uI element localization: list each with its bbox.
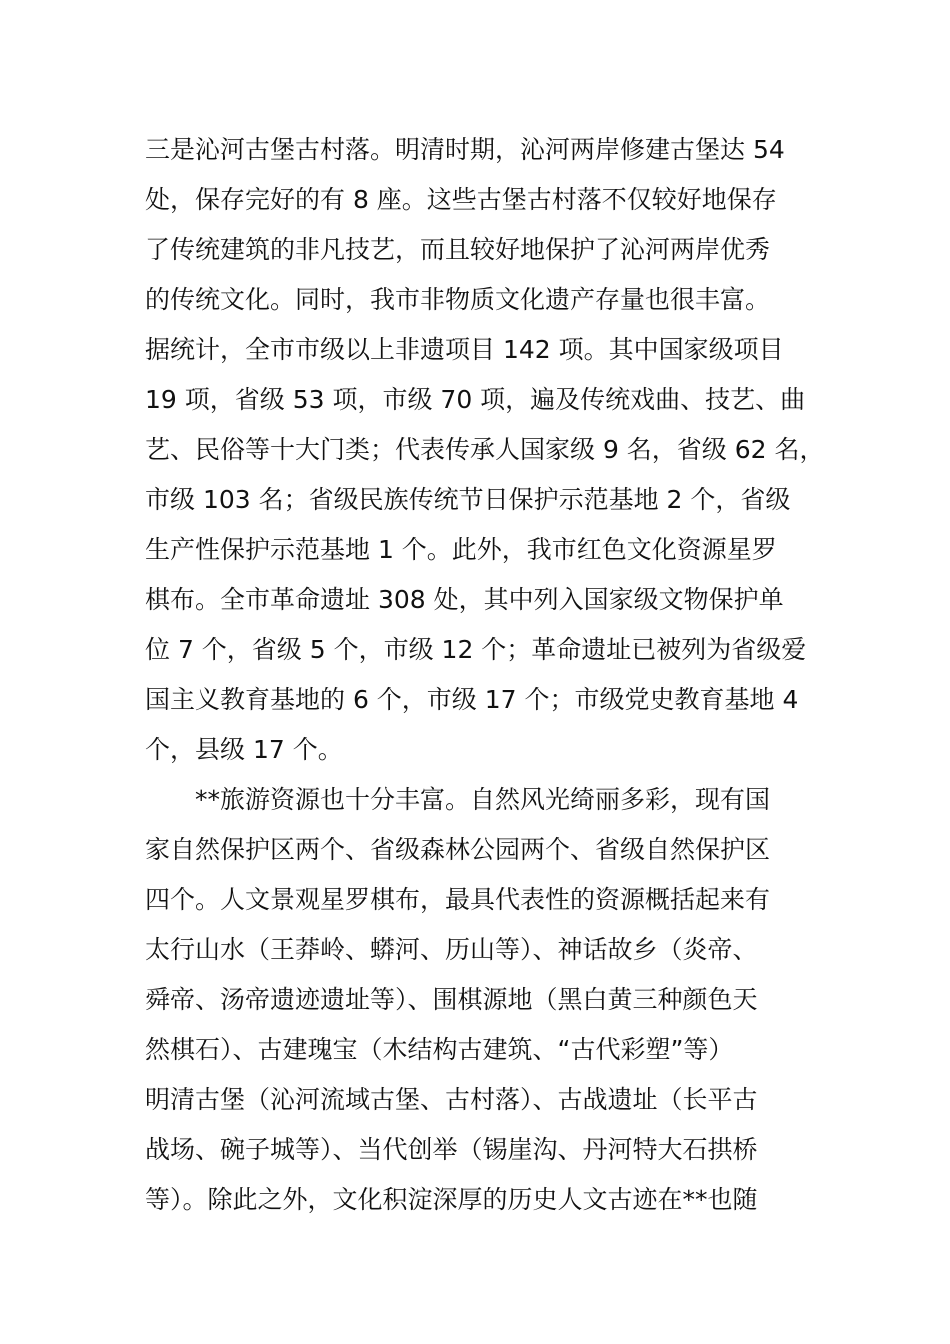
text-line: 处，保存完好的有 8 座。这些古堡古村落不仅较好地保存	[145, 185, 777, 214]
text-line: 四个。人文景观星罗棋布，最具代表性的资源概括起来有	[145, 885, 771, 914]
text-line: 了传统建筑的非凡技艺，而且较好地保护了沁河两岸优秀	[145, 235, 771, 264]
text-line: 明清古堡（沁河流域古堡、古村落）、古战遗址（长平古	[145, 1085, 758, 1114]
text-line: 太行山水（王莽岭、蟒河、历山等）、神话故乡（炎帝、	[145, 935, 758, 964]
text-line: 三是沁河古堡古村落。明清时期，沁河两岸修建古堡达 54	[145, 135, 785, 164]
text-line: 家自然保护区两个、省级森林公园两个、省级自然保护区	[145, 835, 771, 864]
text-line: 国主义教育基地的 6 个，市级 17 个；市级党史教育基地 4	[145, 685, 799, 714]
text-line: 战场、碗子城等）、当代创举（锡崖沟、丹河特大石拱桥	[145, 1135, 758, 1164]
text-line: 艺、民俗等十大门类；代表传承人国家级 9 名，省级 62 名，	[145, 435, 825, 464]
text-line: 据统计，全市市级以上非遗项目 142 项。其中国家级项目	[145, 335, 784, 364]
text-line: 生产性保护示范基地 1 个。此外，我市红色文化资源星罗	[145, 535, 777, 564]
text-line: 等）。除此之外，文化积淀深厚的历史人文古迹在**也随	[145, 1185, 758, 1214]
text-line: 位 7 个，省级 5 个，市级 12 个；革命遗址已被列为省级爱	[145, 635, 807, 664]
text-line: **旅游资源也十分丰富。自然风光绮丽多彩，现有国	[195, 785, 771, 814]
text-line: 个，县级 17 个。	[145, 735, 343, 764]
text-line: 的传统文化。同时，我市非物质文化遗产存量也很丰富。	[145, 285, 771, 314]
text-line: 棋布。全市革命遗址 308 处，其中列入国家级文物保护单	[145, 585, 784, 614]
text-line: 19 项，省级 53 项，市级 70 项，遍及传统戏曲、技艺、曲	[145, 385, 806, 414]
text-line: 舜帝、汤帝遗迹遗址等）、围棋源地（黑白黄三种颜色天	[145, 985, 758, 1014]
text-line: 然棋石）、古建瑰宝（木结构古建筑、“古代彩塑”等）	[145, 1035, 734, 1064]
text-line: 市级 103 名；省级民族传统节日保护示范基地 2 个，省级	[145, 485, 791, 514]
